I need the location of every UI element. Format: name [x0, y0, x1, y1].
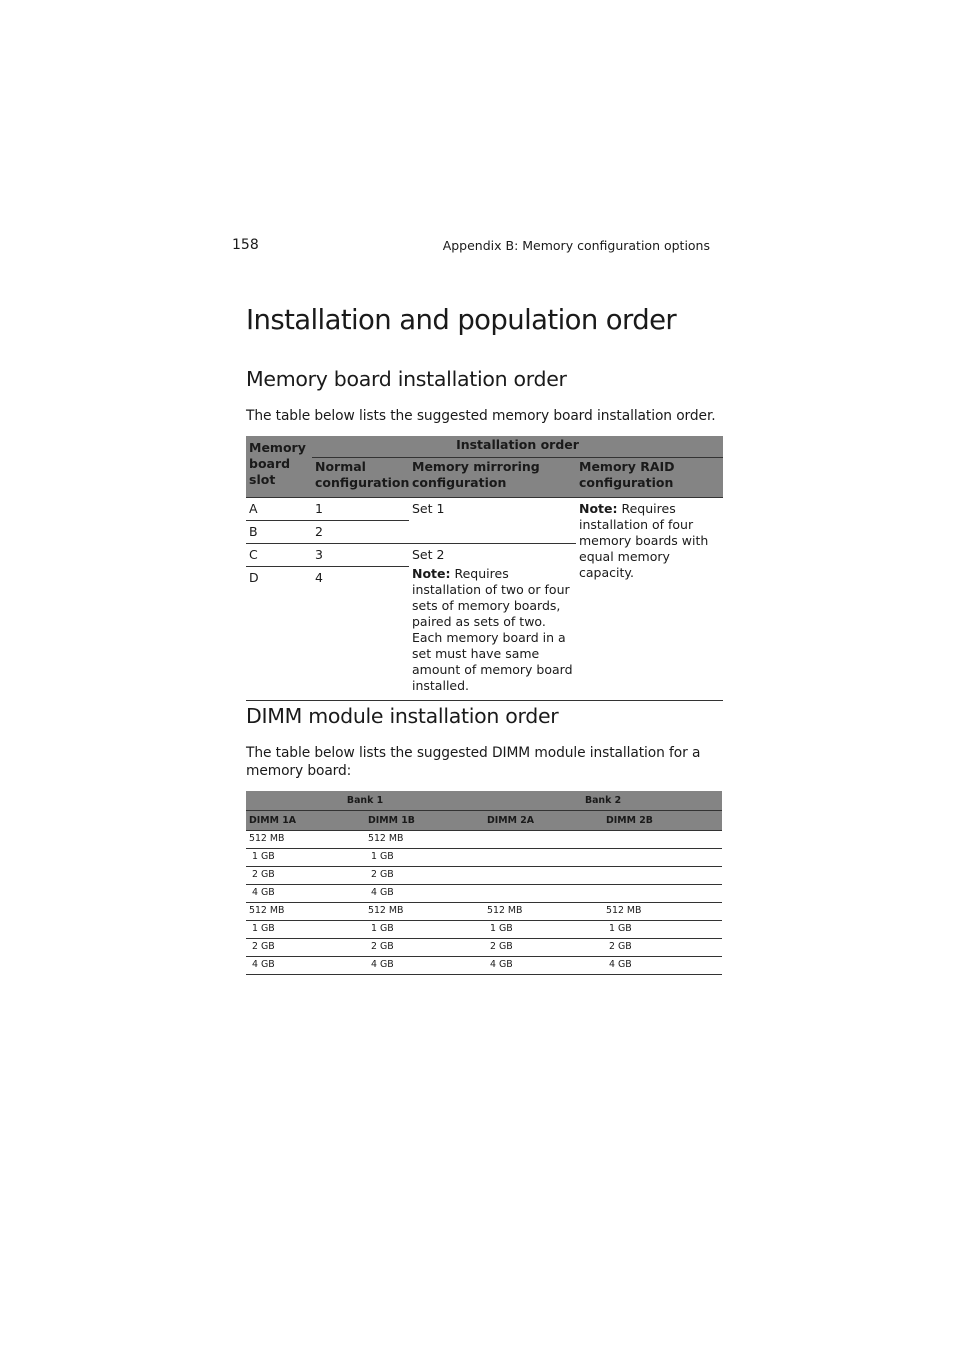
header-memory-raid: Memory RAID configuration — [576, 458, 723, 498]
table-cell: 2 GB — [246, 939, 365, 957]
running-head: Appendix B: Memory configuration options — [442, 238, 710, 253]
section-intro-dimm: The table below lists the suggested DIMM module installation for a memory board: — [246, 745, 701, 779]
table-cell: 512 MB — [365, 831, 484, 849]
table-cell: 4 GB — [484, 957, 603, 975]
cell-raid-note: Note: Requires installation of four memory boards with equal memory capacity. — [579, 501, 709, 580]
cell-slot: B — [246, 521, 312, 544]
section-heading-memory-board: Memory board installation order — [246, 367, 567, 391]
table-cell: 512 MB — [246, 831, 365, 849]
memory-board-installation-table — [246, 436, 723, 701]
cell-normal: 4 — [315, 570, 323, 585]
header-memory-mirroring: Memory mirroring configuration — [409, 458, 576, 498]
table-row — [246, 939, 722, 957]
table-cell: 512 MB — [365, 903, 484, 921]
table-cell: 2 GB — [365, 867, 484, 885]
header-dimm-1a: DIMM 1A — [246, 811, 365, 831]
section-intro-memory-board: The table below lists the suggested memory board installation order. — [246, 408, 716, 424]
table-cell: 4 GB — [365, 885, 484, 903]
table-cell: 512 MB — [246, 903, 365, 921]
header-memory-board-slot: Memory board slot — [246, 436, 312, 498]
header-bank-1: Bank 1 — [246, 791, 484, 811]
table-row — [246, 903, 722, 921]
table-cell: 1 GB — [484, 921, 603, 939]
header-installation-order: Installation order — [312, 436, 723, 458]
table-cell — [484, 885, 603, 903]
mirror-set2-label: Set 2 — [412, 547, 445, 562]
table-cell: 512 MB — [603, 903, 722, 921]
header-normal-configuration: Normal configuration — [312, 458, 409, 498]
table-cell: 4 GB — [603, 957, 722, 975]
header-bank-2: Bank 2 — [484, 791, 722, 811]
table-cell: 2 GB — [246, 867, 365, 885]
header-dimm-1b: DIMM 1B — [365, 811, 484, 831]
cell-mirror-set2: Set 2 Note: Requires installation of two or four sets of memory boards, paired as sets of two. Each memory board in a set must have same amount of memory board installed. — [412, 547, 573, 693]
table-row — [246, 885, 722, 903]
table-cell: 1 GB — [246, 921, 365, 939]
table-cell — [603, 831, 722, 849]
table-cell: 1 GB — [365, 849, 484, 867]
page-title: Installation and population order — [246, 304, 677, 336]
cell-slot: A — [246, 498, 312, 521]
table-cell — [484, 849, 603, 867]
table-cell: 4 GB — [246, 885, 365, 903]
table-row — [246, 849, 722, 867]
table-cell: 512 MB — [484, 903, 603, 921]
table-cell — [603, 885, 722, 903]
table-cell: 2 GB — [365, 939, 484, 957]
table-cell: 1 GB — [246, 849, 365, 867]
table-cell: 1 GB — [603, 921, 722, 939]
cell-slot: C — [246, 544, 312, 567]
table-cell: 4 GB — [246, 957, 365, 975]
table-row — [246, 831, 722, 849]
table-cell — [603, 867, 722, 885]
table-row — [246, 957, 722, 975]
table-row — [246, 921, 722, 939]
dimm-installation-table — [246, 791, 722, 975]
cell-normal: 1 — [312, 498, 409, 521]
cell-normal: 2 — [312, 521, 409, 544]
header-dimm-2a: DIMM 2A — [484, 811, 603, 831]
table-cell — [603, 849, 722, 867]
table-row — [246, 867, 722, 885]
table-cell — [484, 867, 603, 885]
header-dimm-2b: DIMM 2B — [603, 811, 722, 831]
cell-normal: 3 — [312, 544, 409, 567]
table-cell: 4 GB — [365, 957, 484, 975]
table-cell — [484, 831, 603, 849]
cell-slot: D — [249, 570, 259, 585]
table-cell: 1 GB — [365, 921, 484, 939]
cell-mirror-set1: Set 1 — [409, 498, 576, 544]
section-heading-dimm: DIMM module installation order — [246, 704, 559, 728]
page-number: 158 — [232, 237, 259, 253]
table-cell: 2 GB — [603, 939, 722, 957]
table-cell: 2 GB — [484, 939, 603, 957]
